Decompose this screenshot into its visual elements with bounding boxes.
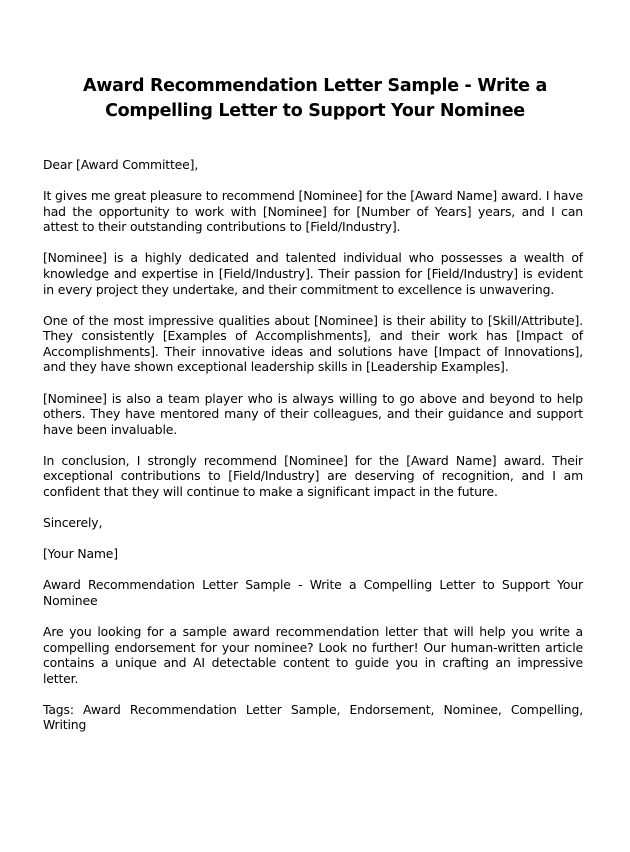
closing: Sincerely, (43, 515, 103, 531)
footer-title: Award Recommendation Letter Sample - Write a Compelling Letter to Support Your Nominee (43, 577, 583, 608)
signature: [Your Name] (43, 546, 118, 562)
tags-line: Tags: Award Recommendation Letter Sample, Endorsement, Nominee, Compelling, Writing (43, 701, 583, 733)
letter-paragraph-3: One of the most impressive qualities about [Nominee] is their ability to [Skill/Attribute]. They consistently [Examples of Accomplishments], and their work has [Impact of Accomplishments]. Their innovative ideas and solutions have [Impact of Innovations], and they have shown exceptional leadership skills in [Leadership Examples]. (43, 312, 583, 375)
letter-paragraph-1: It gives me great pleasure to recommend [Nominee] for the [Award Name] award. I have had the opportunity to work with [Nominee] for [Number of Years] years, and I can attest to their outstanding contributions to [Field/Industry]. (43, 188, 583, 235)
letter-paragraph-4: [Nominee] is also a team player who is always willing to go above and beyond to help others. They have mentored many of their colleagues, and their guidance and support have been invaluable. (43, 390, 583, 437)
footer-paragraph: Are you looking for a sample award recommendation letter that will help you write a compelling endorsement for your nominee? Look no further! Our human-written article contains a unique and AI detectable content to guide you in crafting an impressive letter. (43, 623, 583, 686)
page-title: Award Recommendation Letter Sample - Write a Compelling Letter to Support Your Nominee (83, 76, 547, 121)
letter-body (43, 157, 583, 749)
salutation: Dear [Award Committee], (43, 157, 199, 172)
letter-paragraph-2: [Nominee] is a highly dedicated and talented individual who possesses a wealth of knowledge and expertise in [Field/Industry]. Their passion for [Field/Industry] is evident in every project they undertake, and their commitment to excellence is unwavering. (43, 250, 583, 297)
letter-paragraph-5: In conclusion, I strongly recommend [Nominee] for the [Award Name] award. Their exceptional contributions to [Field/Industry] are deserving of recognition, and I am confident that they will continue to make a significant impact in the future. (43, 452, 583, 499)
